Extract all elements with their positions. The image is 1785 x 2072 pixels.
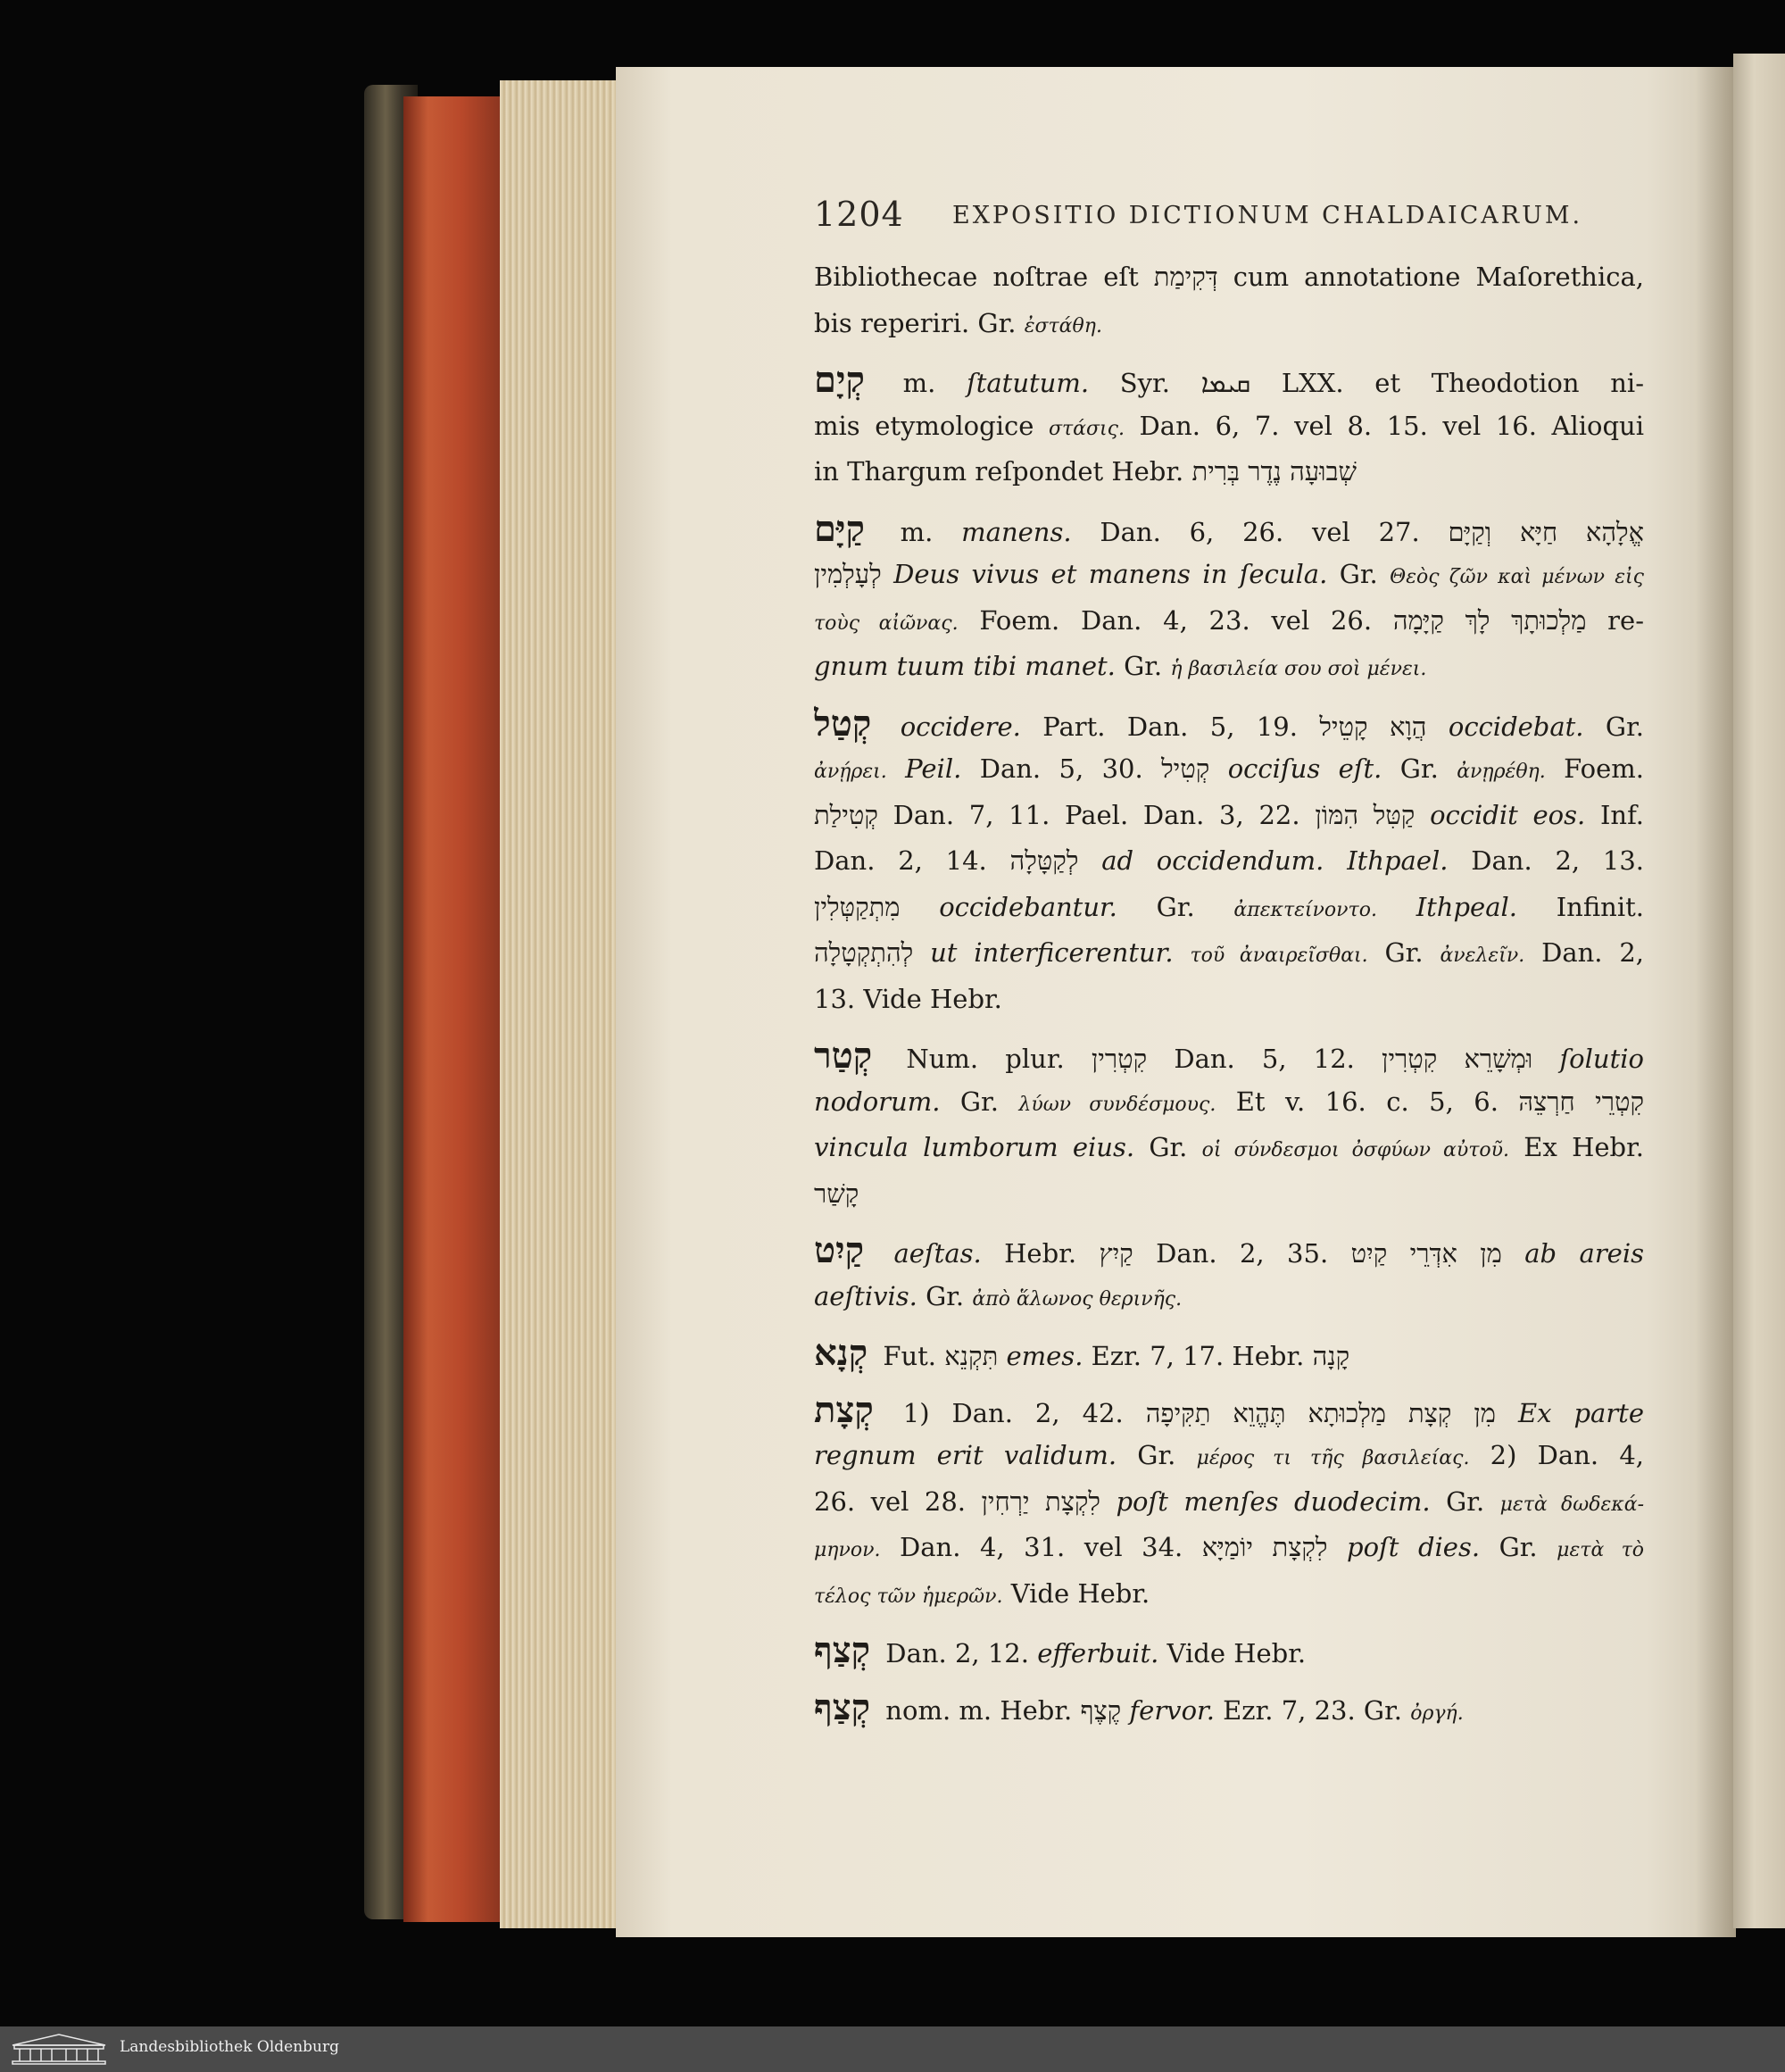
text-run bbox=[1327, 1532, 1347, 1562]
greek-text: μηνον. bbox=[814, 1539, 881, 1561]
text-run bbox=[1377, 892, 1416, 922]
text-run: Dan. 5, 12. bbox=[1147, 1044, 1382, 1074]
text-run: Dan. 6, 26. vel 27. bbox=[1071, 516, 1449, 547]
text-run: Dan. 5, 30. bbox=[961, 753, 1162, 784]
text-line bbox=[814, 1227, 1644, 1274]
facing-page-edge bbox=[1733, 54, 1785, 1928]
hebrew-text: לְקַטָּלָה bbox=[1009, 845, 1079, 876]
text-line bbox=[814, 838, 1644, 885]
running-head bbox=[814, 195, 1653, 239]
text-run: Gr. bbox=[1480, 1532, 1557, 1562]
text-run: Gr. bbox=[1367, 937, 1440, 968]
entry-headword: קַיִט bbox=[814, 1229, 865, 1271]
hebrew-text: קַטִּל הִמּוֹן bbox=[1315, 799, 1416, 830]
entry-headword: קְטַר bbox=[814, 1035, 873, 1077]
text-run bbox=[1502, 1238, 1524, 1269]
greek-text: οἱ σύνδεσμοι ὀσφύων αὐτοῦ. bbox=[1201, 1139, 1510, 1161]
text-run: 13. Vide Hebr. bbox=[814, 983, 1002, 1014]
text-run bbox=[1078, 845, 1101, 876]
text-run bbox=[882, 559, 893, 589]
running-title: EXPOSITIO DICTIONUM CHALDAICARUM. bbox=[952, 202, 1583, 229]
italic-text: aeſtas. bbox=[893, 1238, 982, 1269]
text-line bbox=[814, 449, 1644, 495]
text-line bbox=[814, 746, 1644, 793]
text-run: in Thargum reſpondet Hebr. bbox=[814, 456, 1192, 487]
italic-text: occidebantur. bbox=[939, 891, 1117, 922]
text-run: 26. vel 28. bbox=[814, 1485, 982, 1517]
hebrew-text: ܩܝܡܐ bbox=[1200, 368, 1251, 398]
italic-text: nodorum. bbox=[814, 1086, 941, 1117]
text-run bbox=[1415, 800, 1430, 830]
text-run: m. bbox=[871, 516, 962, 547]
hebrew-text: קָשַׁר bbox=[814, 1177, 859, 1209]
text-run: mis etymologice bbox=[814, 410, 1049, 441]
text-run: Dan. 2, 35. bbox=[1133, 1238, 1351, 1269]
text-run: Dan. 2, 14. bbox=[814, 845, 1010, 876]
hebrew-text: לִקְצָת יוֹמַיָּא bbox=[1201, 1532, 1328, 1562]
greek-text: Θεὸς ζῶν καὶ μένων εἰς bbox=[1390, 566, 1644, 588]
text-run: Ex Hebr. bbox=[1509, 1132, 1644, 1162]
gutter-shadow bbox=[1696, 67, 1736, 1937]
text-run: Dan. 2, 13. bbox=[1448, 845, 1644, 876]
text-line bbox=[814, 1479, 1644, 1526]
text-line bbox=[814, 930, 1644, 977]
hebrew-text: קָנָה bbox=[1312, 1341, 1350, 1371]
text-run: Gr. bbox=[1134, 1132, 1202, 1162]
text-run: cum annotatione Maſorethica, bbox=[1217, 262, 1644, 292]
hebrew-text: תִּקְנֵא bbox=[944, 1341, 999, 1371]
greek-text: στάσις. bbox=[1048, 417, 1125, 440]
text-line bbox=[814, 254, 1644, 301]
text-run: Gr. bbox=[1117, 1440, 1197, 1470]
text-run bbox=[1496, 1398, 1518, 1428]
text-run bbox=[1209, 753, 1227, 784]
italic-text: occidit eos. bbox=[1430, 799, 1586, 830]
text-run: Part. Dan. 5, 19. bbox=[1020, 711, 1320, 742]
entry-headword: קְטַל bbox=[814, 702, 872, 745]
hebrew-text: אֱלָהָא חַיָּא וְקַיָּם bbox=[1448, 516, 1644, 547]
text-run: bis reperiri. Gr. bbox=[814, 307, 1025, 338]
greek-text: τέλος τῶν ἡμερῶν. bbox=[814, 1585, 1003, 1608]
greek-text: ἐστάθη. bbox=[1024, 314, 1102, 337]
text-run bbox=[1426, 711, 1448, 742]
text-run: Gr. bbox=[1382, 753, 1457, 784]
hebrew-text: קַיִץ bbox=[1099, 1238, 1133, 1269]
text-run: Foem. bbox=[1545, 753, 1644, 784]
text-line bbox=[814, 1433, 1644, 1479]
italic-text: gnum tuum tibi manet. bbox=[814, 651, 1116, 681]
text-line bbox=[814, 1171, 1644, 1218]
italic-text: occidere. bbox=[900, 711, 1021, 742]
entry-headword: קְצַף bbox=[814, 1629, 871, 1671]
text-line bbox=[814, 357, 1644, 404]
footer-bar bbox=[0, 2026, 1785, 2072]
text-run: nom. m. Hebr. bbox=[877, 1694, 1081, 1726]
text-line bbox=[814, 1125, 1644, 1171]
text-run bbox=[1100, 1486, 1116, 1517]
text-run: Gr. bbox=[1583, 711, 1644, 742]
entry-headword: קְנָא bbox=[814, 1332, 868, 1374]
library-building-icon bbox=[11, 2033, 107, 2065]
italic-text: occiſus eſt. bbox=[1227, 753, 1382, 784]
greek-text: τοὺς αἰῶνας. bbox=[814, 612, 959, 635]
text-run: LXX. et Theodotion ni- bbox=[1250, 368, 1644, 398]
text-line bbox=[814, 1387, 1644, 1434]
page-stack-edge bbox=[500, 80, 620, 1928]
text-run: Infinit. bbox=[1516, 891, 1644, 922]
text-run: Vide Hebr. bbox=[1002, 1577, 1150, 1609]
text-line bbox=[814, 301, 1644, 347]
text-run: Dan. 2, 12. bbox=[877, 1638, 1038, 1668]
greek-text: ἡ βασιλεία σου σοὶ μένει. bbox=[1170, 658, 1427, 680]
text-run: Bibliothecae noſtrae eſt bbox=[814, 262, 1154, 292]
italic-text: ad occidendum. bbox=[1101, 845, 1324, 876]
entry-headword: קְצָת bbox=[814, 1388, 874, 1431]
text-run: Gr. bbox=[940, 1086, 1019, 1117]
hebrew-text: מַלְכוּתָךְ לָךְ קַיָּמָה bbox=[1392, 604, 1587, 636]
greek-text: ἀπὸ ἅλωνος θερινῆς. bbox=[972, 1287, 1183, 1311]
italic-text: vincula lumborum eius. bbox=[814, 1132, 1135, 1162]
text-line bbox=[814, 404, 1644, 450]
hebrew-text: מִן קְצָת מַלְכוּתָא תֶּהֱוֵא תַקִּיפָה bbox=[1145, 1397, 1496, 1428]
italic-text: fervor. bbox=[1129, 1694, 1215, 1726]
text-line bbox=[814, 1627, 1644, 1674]
text-run: Gr. bbox=[1327, 559, 1391, 589]
text-run: Num. plur. bbox=[879, 1044, 1092, 1074]
text-run bbox=[913, 937, 930, 968]
page-number: 1204 bbox=[814, 195, 904, 234]
text-run bbox=[900, 892, 939, 922]
text-run: Gr. bbox=[1430, 1485, 1500, 1517]
italic-text: Ithpael. bbox=[1347, 845, 1449, 876]
greek-text: μετὰ τὸ bbox=[1557, 1539, 1644, 1561]
text-line bbox=[814, 1033, 1644, 1079]
text-run: Dan. 7, 11. Pael. Dan. 3, 22. bbox=[877, 799, 1316, 830]
italic-text: occidebat. bbox=[1448, 711, 1584, 742]
italic-text: manens. bbox=[961, 516, 1072, 547]
text-line bbox=[814, 598, 1644, 645]
text-line bbox=[814, 793, 1644, 839]
greek-text: λύων συνδέσμους. bbox=[1018, 1093, 1216, 1116]
text-run: Gr. bbox=[917, 1280, 973, 1311]
hebrew-text: קְטִילַת bbox=[814, 799, 878, 830]
text-line bbox=[814, 1571, 1644, 1618]
text-run: Dan. 4, 31. vel 34. bbox=[880, 1532, 1202, 1562]
text-line bbox=[814, 701, 1644, 747]
greek-text: ἀνῄρει. bbox=[814, 761, 887, 783]
hebrew-text: לִקְצָת יַרְחִין bbox=[981, 1485, 1100, 1517]
text-line bbox=[814, 1079, 1644, 1126]
text-run: Fut. bbox=[875, 1341, 945, 1371]
italic-text: Ithpeal. bbox=[1416, 891, 1517, 922]
text-line bbox=[814, 506, 1644, 553]
text-run: re- bbox=[1586, 604, 1644, 636]
text-line bbox=[814, 552, 1644, 598]
text-line bbox=[814, 1330, 1644, 1377]
text-run: Hebr. bbox=[981, 1238, 1100, 1269]
text-run: Dan. 2, bbox=[1524, 937, 1644, 968]
italic-text: poſt menſes duodecim. bbox=[1116, 1485, 1431, 1517]
hebrew-text: קֶצֶף bbox=[1080, 1694, 1122, 1726]
greek-text: ὀργή. bbox=[1410, 1702, 1464, 1725]
text-line bbox=[814, 1525, 1644, 1571]
italic-text: ſtatutum. bbox=[967, 368, 1090, 398]
red-page-edge bbox=[403, 96, 502, 1922]
text-line bbox=[814, 1685, 1644, 1731]
dictionary-text bbox=[814, 254, 1644, 1730]
italic-text: regnum erit validum. bbox=[814, 1440, 1117, 1470]
text-run bbox=[878, 711, 900, 742]
text-run: m. bbox=[871, 368, 967, 398]
text-run: Inf. bbox=[1585, 799, 1644, 830]
text-run: Vide Hebr. bbox=[1158, 1638, 1307, 1668]
hebrew-text: קְטִיל bbox=[1161, 753, 1210, 784]
text-run: Ezr. 7, 17. Hebr. bbox=[1083, 1341, 1313, 1371]
italic-text: emes. bbox=[1006, 1341, 1083, 1371]
text-run: Ezr. 7, 23. Gr. bbox=[1214, 1694, 1411, 1726]
italic-text: aeſtivis. bbox=[814, 1280, 917, 1311]
text-run: Syr. bbox=[1089, 368, 1201, 398]
italic-text: ut interficerentur. bbox=[930, 937, 1174, 968]
text-run bbox=[887, 753, 905, 784]
text-run: Gr. bbox=[1115, 651, 1171, 681]
text-line bbox=[814, 644, 1644, 690]
greek-text: ἀνῃρέθη. bbox=[1457, 761, 1546, 783]
hebrew-text: מִן אִדְּרֵי קַיִט bbox=[1350, 1238, 1502, 1269]
greek-text: τοῦ ἀναιρεῖσθαι. bbox=[1190, 944, 1368, 967]
entry-headword: קְצַף bbox=[814, 1685, 871, 1728]
entry-headword: קַיָּם bbox=[814, 507, 865, 550]
greek-text: ἀνελεῖν. bbox=[1440, 944, 1525, 967]
text-run: 1) Dan. 2, 42. bbox=[880, 1397, 1146, 1428]
italic-text: ſolutio bbox=[1559, 1044, 1644, 1074]
italic-text: poſt dies. bbox=[1347, 1532, 1481, 1562]
hebrew-text: הֲוָא קָטֵיל bbox=[1319, 711, 1427, 742]
hebrew-text: מִתְקַטְּלִין bbox=[814, 891, 901, 922]
text-line bbox=[814, 977, 1644, 1023]
italic-text: Peil. bbox=[905, 753, 962, 784]
text-line bbox=[814, 885, 1644, 931]
text-line bbox=[814, 1274, 1644, 1320]
text-run: Et v. 16. c. 5, 6. bbox=[1216, 1086, 1519, 1117]
text-run: 2) Dan. 4, bbox=[1469, 1440, 1644, 1470]
hebrew-text: לְהִתְקְטָלָה bbox=[814, 937, 914, 968]
italic-text: Deus vivus et manens in ſecula. bbox=[893, 559, 1328, 589]
hebrew-text: שְׁבוּעָה נֶדֶר בְּרִית bbox=[1191, 456, 1357, 487]
hebrew-text: לְעָלְמִין bbox=[814, 559, 882, 589]
text-run bbox=[1324, 845, 1347, 876]
greek-text: μέρος τι τῆς βασιλείας. bbox=[1196, 1447, 1470, 1469]
text-run bbox=[1174, 937, 1191, 968]
text-run: Foem. Dan. 4, 23. vel 26. bbox=[958, 604, 1393, 636]
italic-text: efferbuit. bbox=[1037, 1638, 1159, 1668]
text-run bbox=[871, 1238, 893, 1269]
library-name: Landesbibliothek Oldenburg bbox=[120, 2038, 340, 2056]
italic-text: Ex parte bbox=[1517, 1397, 1644, 1428]
entry-headword: קְיָם bbox=[814, 359, 865, 401]
greek-text: ἀπεκτείνοντο. bbox=[1233, 898, 1377, 921]
text-run: Dan. 6, 7. vel 8. 15. vel 16. Alioqui bbox=[1124, 410, 1644, 441]
hebrew-text: קִטְרִין bbox=[1091, 1044, 1148, 1074]
hebrew-text: דְּקִימַת bbox=[1153, 262, 1218, 292]
hebrew-text: קִטְרֵי חַרְצֵהּ bbox=[1518, 1086, 1644, 1117]
text-run: Gr. bbox=[1117, 891, 1234, 922]
text-run bbox=[1532, 1044, 1559, 1074]
hebrew-text: וּמְשָׁרֵא קִטְרִין bbox=[1382, 1044, 1533, 1074]
italic-text: ab areis bbox=[1524, 1238, 1644, 1269]
greek-text: μετὰ δωδεκά- bbox=[1499, 1493, 1644, 1516]
